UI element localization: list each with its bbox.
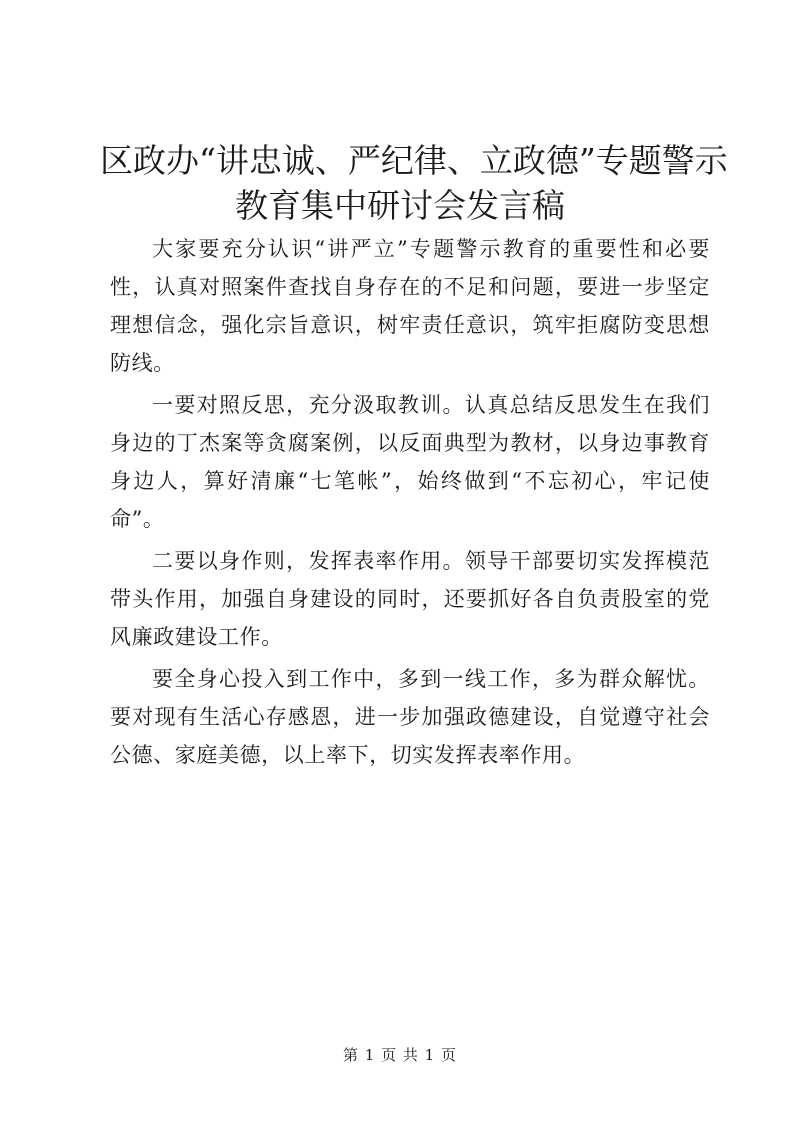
document-title [100,138,728,228]
paragraph-3: 二要以身作则，发挥表率作用。领导干部要切实发挥模范带头作用，加强自身建设的同时，还要抓好各自负责股室的党风廉政建设工作。 [110,549,710,649]
paragraph-2: 一要对照反思，充分汲取教训。认真总结反思发生在我们身边的丁杰案等贪腐案例，以反面典型为教材，以身边事教育身边人，算好清廉“七笔帐”，始终做到“不忘初心，牢记使命”。 [110,393,710,531]
paragraph-1: 大家要充分认识“讲严立”专题警示教育的重要性和必要性，认真对照案件查找自身存在的不足和问题，要进一步坚定理想信念，强化宗旨意识，树牢责任意识，筑牢拒腐防变思想防线。 [110,237,710,375]
title-line-1: 区政办“讲忠诚、严纪律、立政德”专题警示 [100,141,728,180]
title-line-2: 教育集中研讨会发言稿 [235,186,565,225]
document-body [110,230,710,778]
page-footer: 第 1 页 共 1 页 [343,1046,457,1064]
paragraph-4: 要全身心投入到工作中，多到一线工作，多为群众解忧。要对现有生活心存感恩，进一步加强政德建设，自觉遵守社会公德、家庭美德，以上率下，切实发挥表率作用。 [110,667,710,767]
